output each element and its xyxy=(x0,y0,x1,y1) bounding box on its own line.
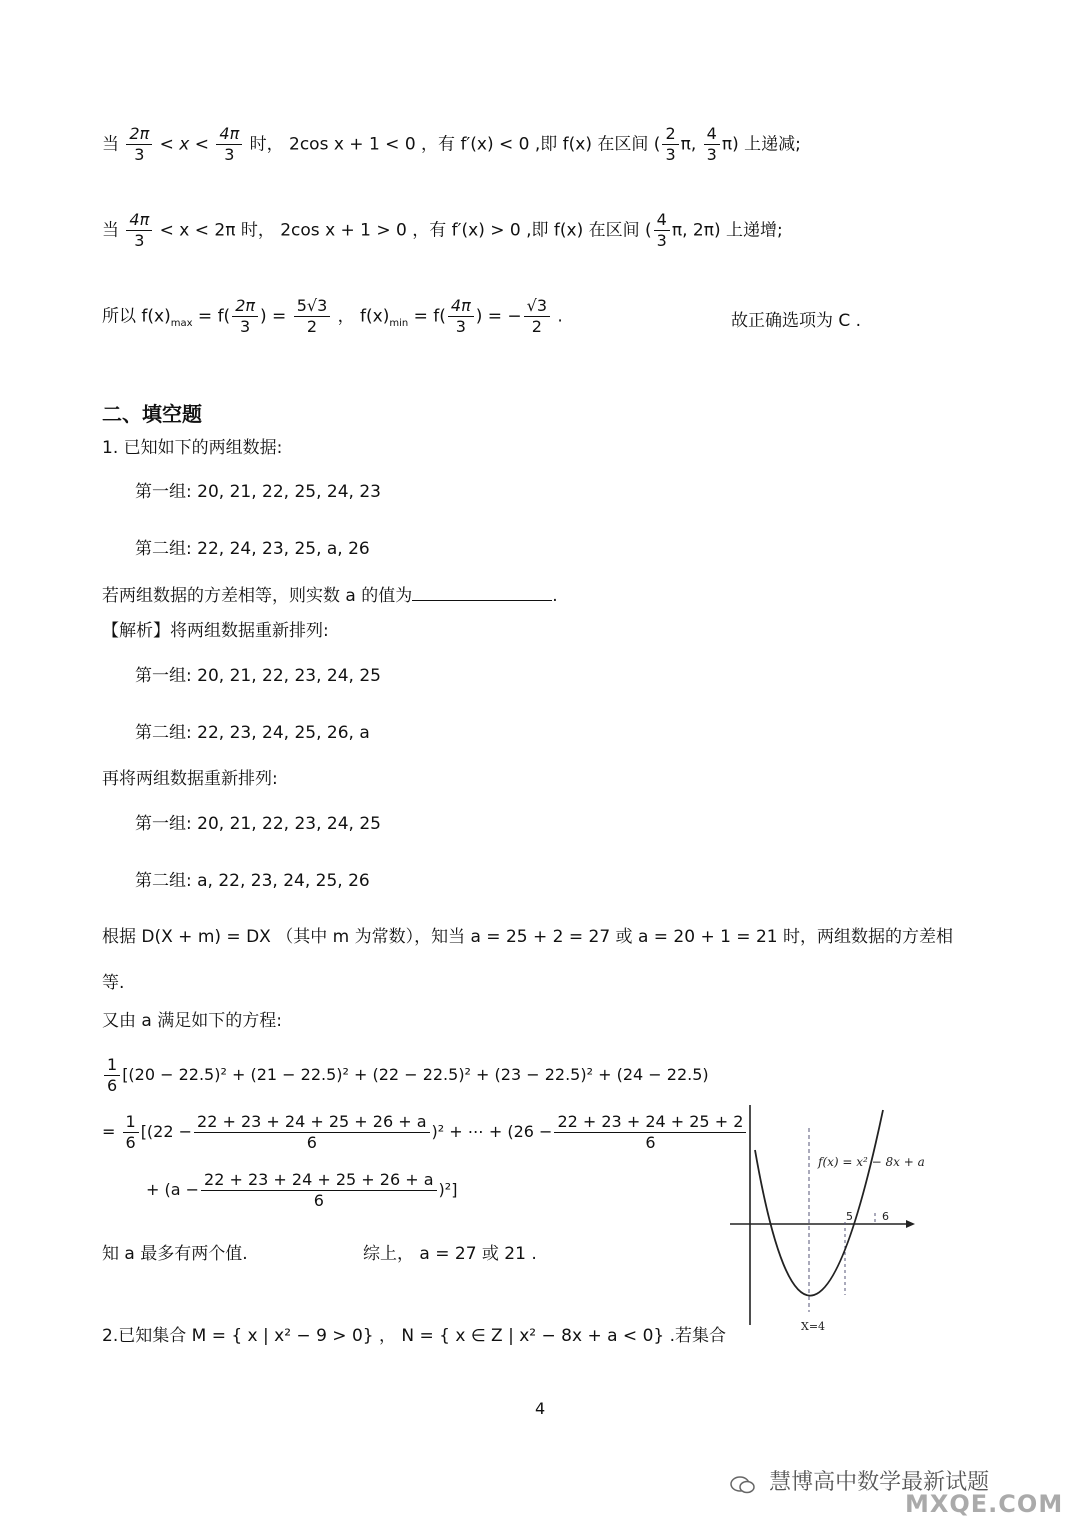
text: < x < xyxy=(154,134,215,155)
q1-group-2: 第二组: 22, 24, 23, 25, a, 26 xyxy=(135,539,370,559)
text: [(22 − xyxy=(140,1122,193,1141)
fraction: $\frac{4}{3}$ xyxy=(704,124,720,165)
q1-basis: 根据 D(X + m) = DX （其中 m 为常数），知当 a = 25 + 2 = 27 或 a = 20 + 1 = 21 时，两组数据的方差相 xyxy=(102,927,953,947)
q2-text: 2.已知集合 M = { x | x² − 9 > 0} ， N = { x ∈ Z | x² − 8x + a < 0} .若集合 xyxy=(102,1326,727,1346)
text: . xyxy=(552,306,563,327)
q1-resorted-group-1: 第一组: 20, 21, 22, 23, 24, 25 xyxy=(135,814,381,834)
text: )² + ⋯ + (26 − xyxy=(431,1122,553,1141)
text: = xyxy=(102,1122,121,1141)
q1-question xyxy=(102,585,558,607)
text: π, 2π) 上递增; xyxy=(671,220,783,241)
solution-line-2 xyxy=(102,210,783,251)
text: 当 xyxy=(102,134,119,155)
wechat-icon xyxy=(730,1475,756,1495)
vertex-label: X=4 xyxy=(801,1320,826,1333)
q1-stem: 1. 已知如下的两组数据: xyxy=(102,438,283,458)
subscript: max xyxy=(170,317,193,329)
text: π) 上递减; xyxy=(721,134,801,155)
fraction: $\frac{1}{6}$ xyxy=(123,1112,139,1153)
page-number: 4 xyxy=(535,1399,546,1418)
subscript: min xyxy=(389,317,409,329)
text: ) = − xyxy=(475,306,522,327)
solution-line-3 xyxy=(102,296,563,337)
fraction: $\frac{22 + 23 + 24 + 25 + 26 + a}{6}$ xyxy=(201,1170,437,1211)
text: [(20 − 22.5)² + (21 − 22.5)² + (22 − 22.5)² + (23 − 22.5)² + (24 − 22.5) xyxy=(122,1065,709,1084)
q1-sorted-group-1: 第一组: 20, 21, 22, 23, 24, 25 xyxy=(135,666,381,686)
text: = f( xyxy=(192,306,231,327)
tick-label-6: 6 xyxy=(882,1210,889,1223)
fraction: $\frac{4\pi}{3}$ xyxy=(216,124,242,165)
tick-label-5: 5 xyxy=(846,1210,853,1223)
fraction: $\frac{4\pi}{3}$ xyxy=(448,296,474,337)
text: ， f(x) xyxy=(332,306,390,327)
text: ) = xyxy=(260,306,292,327)
q1-group-1: 第一组: 20, 21, 22, 25, 24, 23 xyxy=(135,482,381,502)
text: 所以 f(x) xyxy=(102,306,171,327)
text: = f( xyxy=(408,306,446,327)
fraction: $\frac{22 + 23 + 24 + 25 + 2}{6}$ xyxy=(554,1112,746,1153)
text: 若两组数据的方差相等，则实数 a 的值为 xyxy=(102,586,413,606)
q1-resorted-group-2: 第二组: a, 22, 23, 24, 25, 26 xyxy=(135,871,370,891)
q1-also: 又由 a 满足如下的方程: xyxy=(102,1011,282,1031)
function-label: f(x) = x² − 8x + a xyxy=(818,1155,925,1169)
section-title: 二、填空题 xyxy=(102,402,202,426)
equation-line-1 xyxy=(102,1055,712,1096)
solution-line-1 xyxy=(102,124,801,165)
text: . xyxy=(552,586,558,606)
equation-line-3 xyxy=(146,1170,457,1211)
fraction: $\frac{22 + 23 + 24 + 25 + 26 + a}{6}$ xyxy=(194,1112,430,1153)
answer-statement: 故正确选项为 C . xyxy=(731,311,862,331)
fraction: $\frac{2}{3}$ xyxy=(662,124,678,165)
text: < x < 2π 时， 2cos x + 1 > 0 ，有 f′(x) > 0 ,即 f(x) 在区间 ( xyxy=(154,220,652,241)
q1-again: 再将两组数据重新排列: xyxy=(102,769,278,789)
q1-conclusion: 综上， a = 27 或 21 . xyxy=(363,1244,537,1264)
equation-line-2 xyxy=(102,1112,744,1153)
q1-analysis: 【解析】将两组数据重新排列: xyxy=(102,621,329,641)
fraction: $\frac{4}{3}$ xyxy=(654,210,670,251)
text: )²] xyxy=(438,1180,458,1199)
q1-basis-cont: 等. xyxy=(102,973,125,993)
parabola-graph xyxy=(725,1090,925,1340)
q1-sorted-group-2: 第二组: 22, 23, 24, 25, 26, a xyxy=(135,723,370,743)
x-axis-arrow-icon xyxy=(906,1220,915,1228)
fraction: $\frac{5√3}{2}$ xyxy=(294,296,331,337)
fraction: $\frac{2\pi}{3}$ xyxy=(232,296,258,337)
fraction: $\frac{2\pi}{3}$ xyxy=(126,124,152,165)
parabola-curve xyxy=(755,1110,883,1296)
text: 当 xyxy=(102,220,119,241)
fraction: $\frac{4\pi}{3}$ xyxy=(126,210,152,251)
q1-know: 知 a 最多有两个值. xyxy=(102,1244,248,1264)
text: π, xyxy=(680,134,702,155)
fraction: $\frac{√3}{2}$ xyxy=(524,296,550,337)
answer-blank[interactable] xyxy=(412,586,552,601)
fraction: $\frac{1}{6}$ xyxy=(104,1055,120,1096)
watermark-brand: MXQE.COM xyxy=(905,1490,1064,1518)
watermark-text: 慧博高中数学最新试题 xyxy=(769,1470,990,1495)
text: 时， 2cos x + 1 < 0 ，有 f′(x) < 0 ,即 f(x) 在区间 ( xyxy=(244,134,661,155)
text: + (a − xyxy=(146,1180,200,1199)
